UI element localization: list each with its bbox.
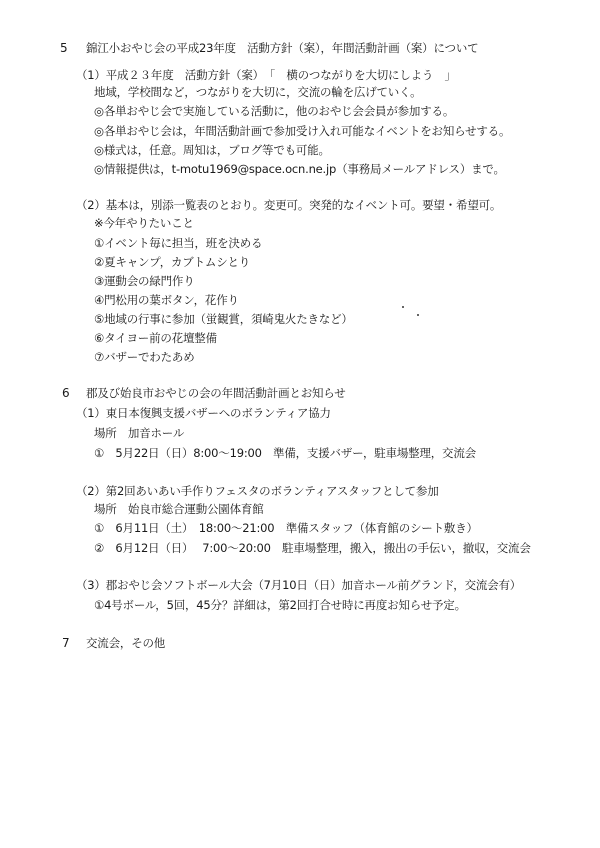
event-2-heading: （2）第2回あいあい手作りフェスタのボランティアスタッフとして参加: [76, 484, 439, 498]
section-5-title: 錦江小おやじ会の平成23年度 活動方針（案），年間活動計画（案）について: [86, 41, 479, 55]
event-1-row-1: ① 5月22日（日）8:00～19:00 準備，支援バザー，駐車場整理，交流会: [94, 446, 476, 460]
section-5-number: 5: [60, 41, 68, 55]
event-1-heading: （1）東日本復興支援バザーへのボランティア協力: [76, 406, 331, 420]
event-2-row-1: ① 6月11日（土） 18:00～21:00 準備スタッフ（体育館のシート敷き）: [94, 521, 478, 535]
section-7-number: 7: [62, 636, 70, 650]
basic-heading: （2）基本は，別添一覧表のとおり。変更可。突発的なイベント可。要望・希望可。: [76, 198, 502, 212]
wish-line-3: ③運動会の緑門作り: [94, 274, 195, 288]
wish-line-note: ※今年やりたいこと: [94, 216, 194, 230]
event-2-row-2: ② 6月12日（日） 7:00～20:00 駐車場整理，搬入，搬出の手伝い，撤収，交流会: [94, 541, 531, 555]
wish-line-4: ④門松用の葉ボタン，花作り: [94, 293, 239, 307]
policy-line-1: 地域，学校間など，つながりを大切に，交流の輪を広げていく。: [94, 85, 422, 99]
policy-line-3: ◎各単おやじ会は，年間活動計画で参加受け入れ可能なイベントをお知らせする。: [94, 124, 511, 138]
event-3-line: ①4号ボール，5回，45分？詳細は，第2回打合せ時に再度お知らせ予定。: [94, 598, 466, 612]
scan-speck: [417, 314, 419, 316]
policy-heading: （1）平成２３年度 活動方針（案） 「 横のつながりを大切にしよう 」: [76, 68, 456, 82]
event-2-place: 場所 始良市総合運動公園体育館: [94, 502, 264, 516]
wish-line-2: ②夏キャンプ，カブトムシとり: [94, 255, 251, 269]
section-6-title: 郡及び始良市おやじの会の年間活動計画とお知らせ: [86, 386, 346, 400]
wish-line-5: ⑤地域の行事に参加（蛍観賞，須崎鬼火たきなど）: [94, 312, 353, 326]
event-1-place: 場所 加音ホール: [94, 426, 185, 440]
wish-line-6: ⑥タイヨー前の花壇整備: [94, 331, 217, 345]
section-7-title: 交流会，その他: [86, 636, 166, 650]
section-6-number: 6: [62, 386, 70, 400]
policy-line-5: ◎情報提供は，t-motu1969@space.ocn.ne.jp（事務局メールアドレス）まで。: [94, 162, 505, 176]
policy-line-4: ◎様式は，任意。周知は，ブログ等でも可能。: [94, 143, 330, 157]
event-3-heading: （3）郡おやじ会ソフトボール大会（7月10日（日）加音ホール前グランド，交流会有）: [76, 578, 522, 592]
policy-line-2: ◎各単おやじ会で実施している活動に，他のおやじ会会員が参加する。: [94, 104, 455, 118]
wish-line-1: ①イベント毎に担当，班を決める: [94, 236, 263, 250]
scan-speck: [402, 306, 404, 308]
wish-line-7: ⑦バザーでわたあめ: [94, 350, 195, 364]
